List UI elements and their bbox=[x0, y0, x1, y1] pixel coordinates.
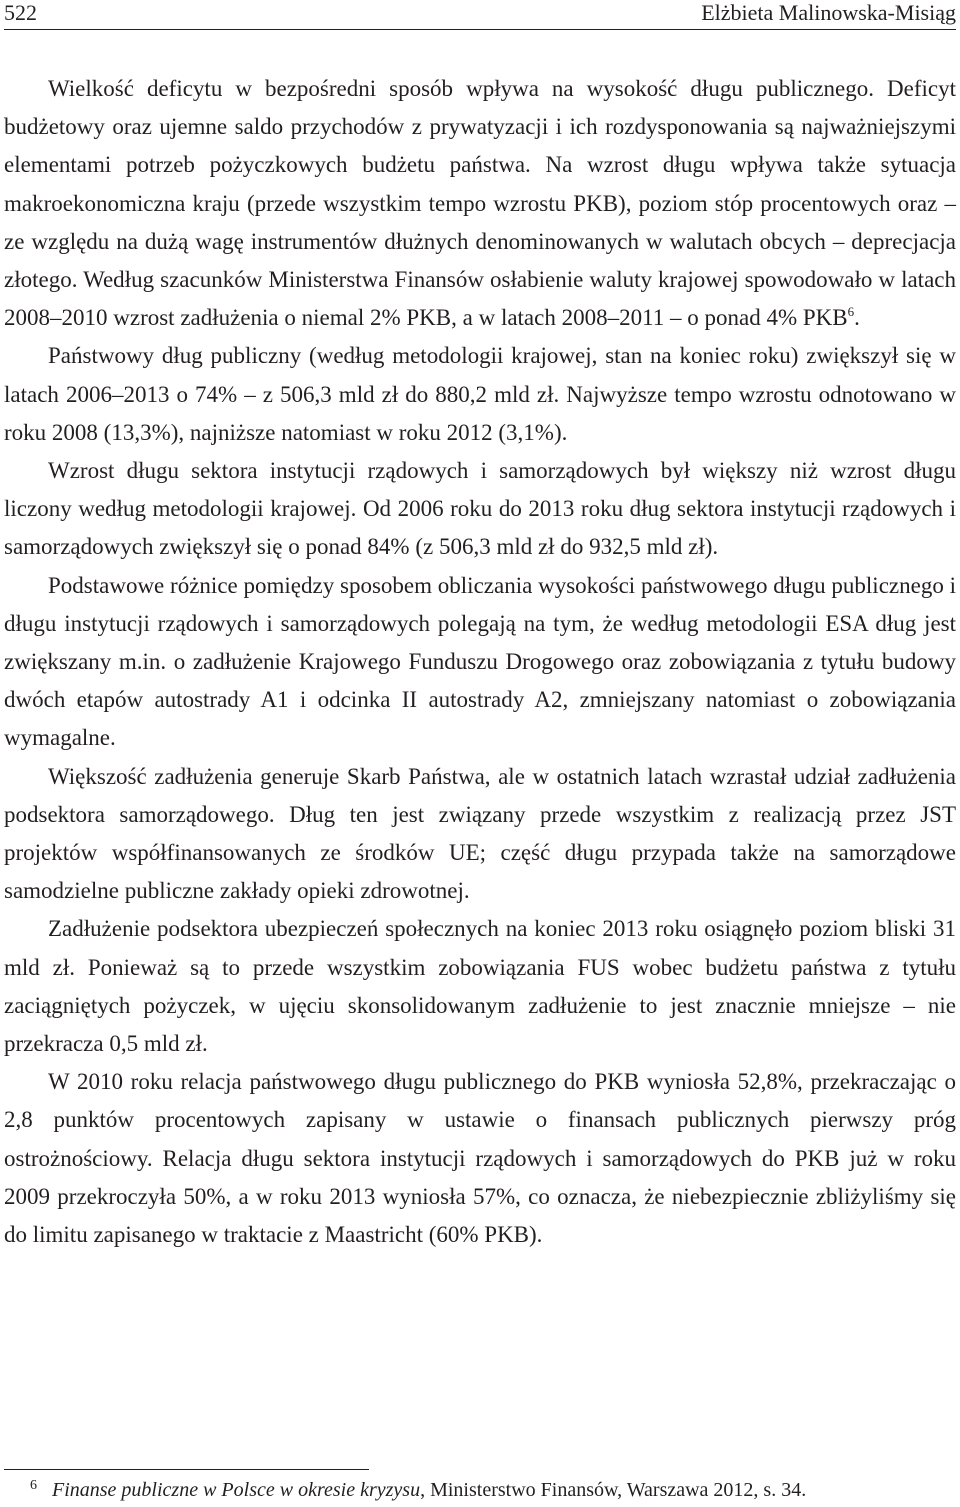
header-author: Elżbieta Malinowska-Misiąg bbox=[701, 0, 956, 25]
paragraph-deficit bbox=[4, 70, 956, 337]
footnote-rule bbox=[4, 1469, 369, 1470]
paragraph-treasury: Większość zadłużenia generuje Skarb Państwa, ale w ostatnich latach wzrastał udział zadłużenia podsektora samorządowego. Dług ten jest związany przede wszystkim z realizacją przez JST projektów współfinansowanych ze środków UE; część długu przypada także na samorządowe samodzielne publiczne zakłady opieki zdrowotnej. bbox=[4, 763, 956, 904]
body-text bbox=[4, 70, 956, 1254]
paragraph-gdp-ratio: W 2010 roku relacja państwowego długu publicznego do PKB wyniosła 52,8%, przekraczając o 2,8 punktów procentowych zapisany w ustawie o finansach publicznych pierwszy próg ostrożnościowy. Relacja długu sektora instytucji rządowych i samorządowych do PKB już w roku 2009 przekroczyła 50%, a w roku 2013 wyniosła 57%, co oznacza, że niebezpiecznie zbliżyliśmy się do limitu zapisanego w traktacie z Maastricht (60% PKB). bbox=[4, 1069, 956, 1248]
paragraph-macro-text: Na wzrost długu wpływa także sytuacja makroekonomiczna kraju (przede wszystkim tempo wzrostu PKB), poziom stóp procentowych oraz – ze względu na dużą wagę instrumentów dłużnych denominowanych w walutach obcych – deprecjacja złotego. Według szacunków Ministerstwa Finansów osłabienie waluty krajowej spowodowało w latach 2008–2010 wzrost zadłużenia o niemal 2% PKB, a w latach 2008–2011 – o ponad 4% PKB bbox=[4, 152, 957, 331]
paragraph-differences: Podstawowe różnice pomiędzy sposobem obliczania wysokości państwowego długu publicznego i długu instytucji rządowych i samorządowych polegają na tym, że według metodologii ESA dług jest zwiększany m.in. o zadłużenie Krajowego Funduszu Drogowego oraz zobowiązania z tytułu budowy dwóch etapów autostrady A1 i odcinka II autostrady A2, zmniejszany natomiast o zobowiązania wymagalne. bbox=[4, 572, 956, 751]
footnote-source: , Ministerstwo Finansów, Warszawa 2012, s. 34. bbox=[420, 1479, 807, 1501]
page-number: 522 bbox=[4, 0, 37, 25]
paragraph-sector-debt: Wzrost długu sektora instytucji rządowych i samorządowych był większy niż wzrost długu liczony według metodologii krajowej. Od 2006 roku do 2013 roku dług sektora instytucji rządowych i samorządowych zwiększył się o ponad 84% (z 506,3 mld zł do 932,5 mld zł). bbox=[4, 458, 956, 560]
footnote-title: Finanse publiczne w Polsce w okresie kryzysu bbox=[52, 1479, 421, 1501]
paragraph-deficit-text: Wielkość deficytu w bezpośredni sposób wpływa na wysokość długu publicznego. Deficyt budżetowy oraz ujemne saldo przychodów z prywatyzacji i ich rozdysponowania są najważniejszymi elementami potrzeb pożyczkowych budżetu państwa. bbox=[4, 76, 956, 178]
paragraph-state-debt: Państwowy dług publiczny (według metodologii krajowej, stan na koniec roku) zwiększył się w latach 2006–2013 o 74% – z 506,3 mld zł do 880,2 mld zł. Najwyższe tempo wzrostu odnotowano w roku 2008 (13,3%), najniższe natomiast w roku 2012 (3,1%). bbox=[4, 343, 956, 445]
header-rule bbox=[4, 29, 956, 30]
footnote: 6 Finanse publiczne w Polsce w okresie kryzysu, Ministerstwo Finansów, Warszawa 2012, s. 34. bbox=[30, 1478, 807, 1501]
footnote-reference[interactable]: 6 bbox=[847, 304, 855, 320]
paragraph-social-insurance: Zadłużenie podsektora ubezpieczeń społecznych na koniec 2013 roku osiągnęło poziom bliski 31 mld zł. Ponieważ są to przede wszystkim zobowiązania FUS wobec budżetu państwa z tytułu zaciągniętych pożyczek, w ujęciu skonsolidowanym zadłużenie to jest znacznie mniejsze – nie przekracza 0,5 mld zł. bbox=[4, 916, 956, 1057]
running-header bbox=[4, 0, 956, 32]
paragraph-end-period: . bbox=[854, 305, 860, 331]
